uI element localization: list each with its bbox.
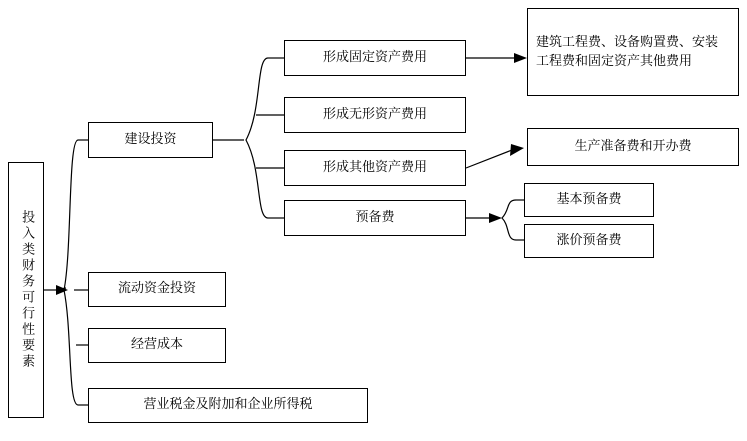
arrowhead-other-detail — [510, 144, 524, 156]
edge-root-bracket — [64, 140, 78, 405]
node-construction-investment[interactable]: 建设投资 — [88, 122, 213, 158]
node-fixed-asset-detail[interactable]: 建筑工程费、设备购置费、安装工程费和固定资产其他费用 — [527, 8, 739, 96]
edge-other-detail — [466, 150, 512, 168]
arrowhead-reserve — [489, 213, 502, 223]
node-root[interactable]: 投入类财务可行性要素 — [8, 162, 44, 418]
node-intangible-asset-cost[interactable]: 形成无形资产费用 — [284, 97, 466, 133]
node-operating-cost[interactable]: 经营成本 — [88, 328, 226, 363]
node-reserve-cost[interactable]: 预备费 — [284, 200, 466, 236]
node-tax[interactable]: 营业税金及附加和企业所得税 — [88, 388, 368, 423]
node-basic-reserve[interactable]: 基本预备费 — [524, 183, 654, 217]
edge-reserve-bracket — [502, 200, 516, 240]
arrowhead-root — [56, 285, 68, 295]
arrowhead-fixed-detail — [514, 53, 527, 63]
node-fixed-asset-cost[interactable]: 形成固定资产费用 — [284, 40, 466, 76]
node-other-asset-cost[interactable]: 形成其他资产费用 — [284, 150, 466, 186]
edge-construction-bracket — [246, 58, 268, 218]
node-working-capital[interactable]: 流动资金投资 — [88, 272, 226, 307]
node-price-rise-reserve[interactable]: 涨价预备费 — [524, 224, 654, 258]
node-other-asset-detail[interactable]: 生产准备费和开办费 — [527, 128, 739, 166]
